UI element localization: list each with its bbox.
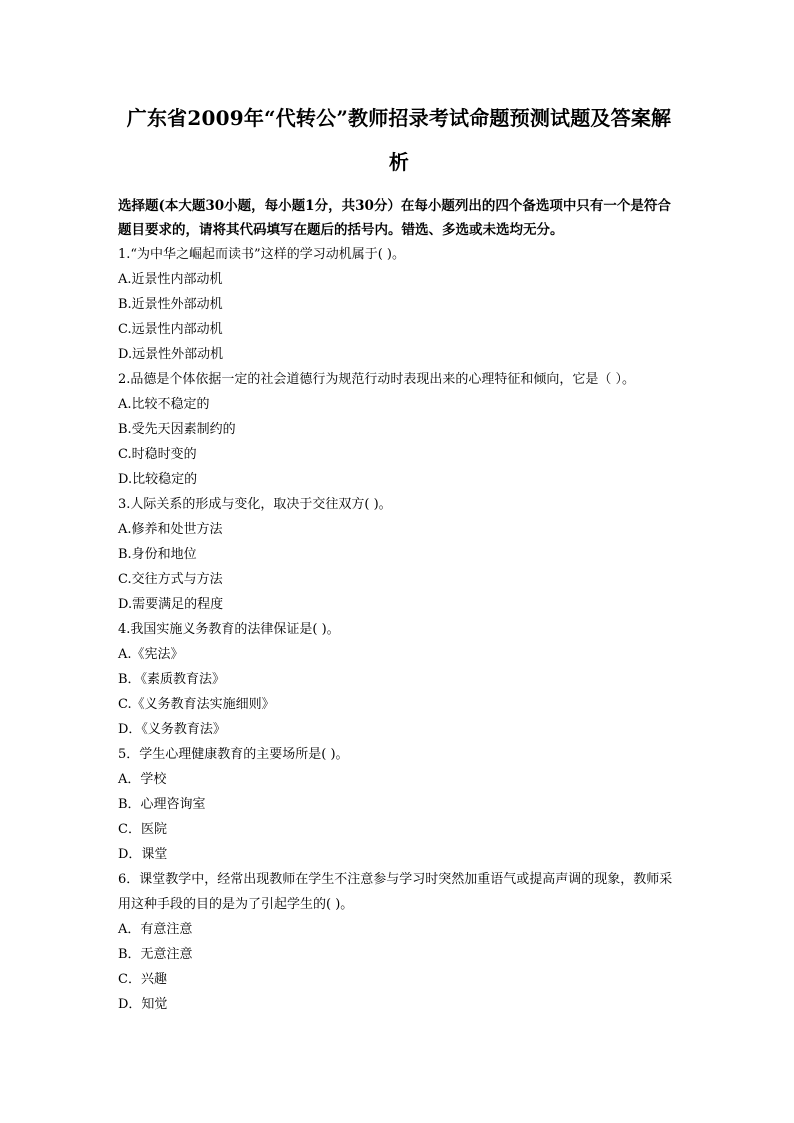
question-item bbox=[118, 742, 680, 867]
question-list bbox=[118, 242, 680, 1017]
document-title: 广东省2009年“代转公”教师招录考试命题预测试题及答案解析 bbox=[126, 106, 672, 174]
answer-option: B.近景性外部动机 bbox=[118, 297, 223, 312]
question-item bbox=[118, 242, 680, 367]
question-item bbox=[118, 367, 680, 492]
question-stem: 5．学生心理健康教育的主要场所是( )。 bbox=[118, 747, 349, 762]
answer-option: A．学校 bbox=[118, 772, 167, 787]
answer-option: A.修养和处世方法 bbox=[118, 522, 223, 537]
answer-option: D．《义务教育法》 bbox=[118, 722, 226, 737]
answer-option: A.《宪法》 bbox=[118, 647, 184, 662]
answer-option: D．知觉 bbox=[118, 997, 168, 1012]
question-stem: 2.品德是个体依据一定的社会道德行为规范行动时表现出来的心理特征和倾向，它是（ ）。 bbox=[118, 372, 636, 387]
answer-option: C.《义务教育法实施细则》 bbox=[118, 697, 275, 712]
answer-option: D.比较稳定的 bbox=[118, 472, 198, 487]
answer-option: A．有意注意 bbox=[118, 922, 193, 937]
question-item bbox=[118, 617, 680, 742]
answer-option: B．《素质教育法》 bbox=[118, 672, 226, 687]
question-item bbox=[118, 867, 680, 1017]
answer-option: A.近景性内部动机 bbox=[118, 272, 223, 287]
question-stem: 4.我国实施义务教育的法律保证是( )。 bbox=[118, 622, 340, 637]
answer-option: C.交往方式与方法 bbox=[118, 572, 223, 587]
answer-option: D.远景性外部动机 bbox=[118, 347, 224, 362]
answer-option: D.需要满足的程度 bbox=[118, 597, 224, 612]
answer-option: B．无意注意 bbox=[118, 947, 193, 962]
answer-option: A.比较不稳定的 bbox=[118, 397, 210, 412]
question-stem: 6．课堂教学中，经常出现教师在学生不注意参与学习时突然加重语气或提高声调的现象，教师采用这种手段的目的是为了引起学生的( )。 bbox=[118, 872, 673, 912]
answer-option: D．课堂 bbox=[118, 847, 168, 862]
question-stem: 3.人际关系的形成与变化，取决于交往双方( )。 bbox=[118, 497, 392, 512]
answer-option: B.身份和地位 bbox=[118, 547, 197, 562]
question-item bbox=[118, 492, 680, 617]
document-page bbox=[118, 96, 680, 1017]
answer-option: C．兴趣 bbox=[118, 972, 167, 987]
answer-option: B．心理咨询室 bbox=[118, 797, 206, 812]
answer-option: C.时稳时变的 bbox=[118, 447, 197, 462]
question-stem: 1.“为中华之崛起而读书”这样的学习动机属于( )。 bbox=[118, 247, 405, 262]
answer-option: B.受先天因素制约的 bbox=[118, 422, 236, 437]
answer-option: C．医院 bbox=[118, 822, 167, 837]
answer-option: C.远景性内部动机 bbox=[118, 322, 223, 337]
section-instructions: 选择题(本大题30小题，每小题1分，共30分）在每小题列出的四个备选项中只有一个是符合题目要求的，请将其代码填写在题后的括号内。错选、多选或未选均无分。 bbox=[118, 198, 671, 238]
